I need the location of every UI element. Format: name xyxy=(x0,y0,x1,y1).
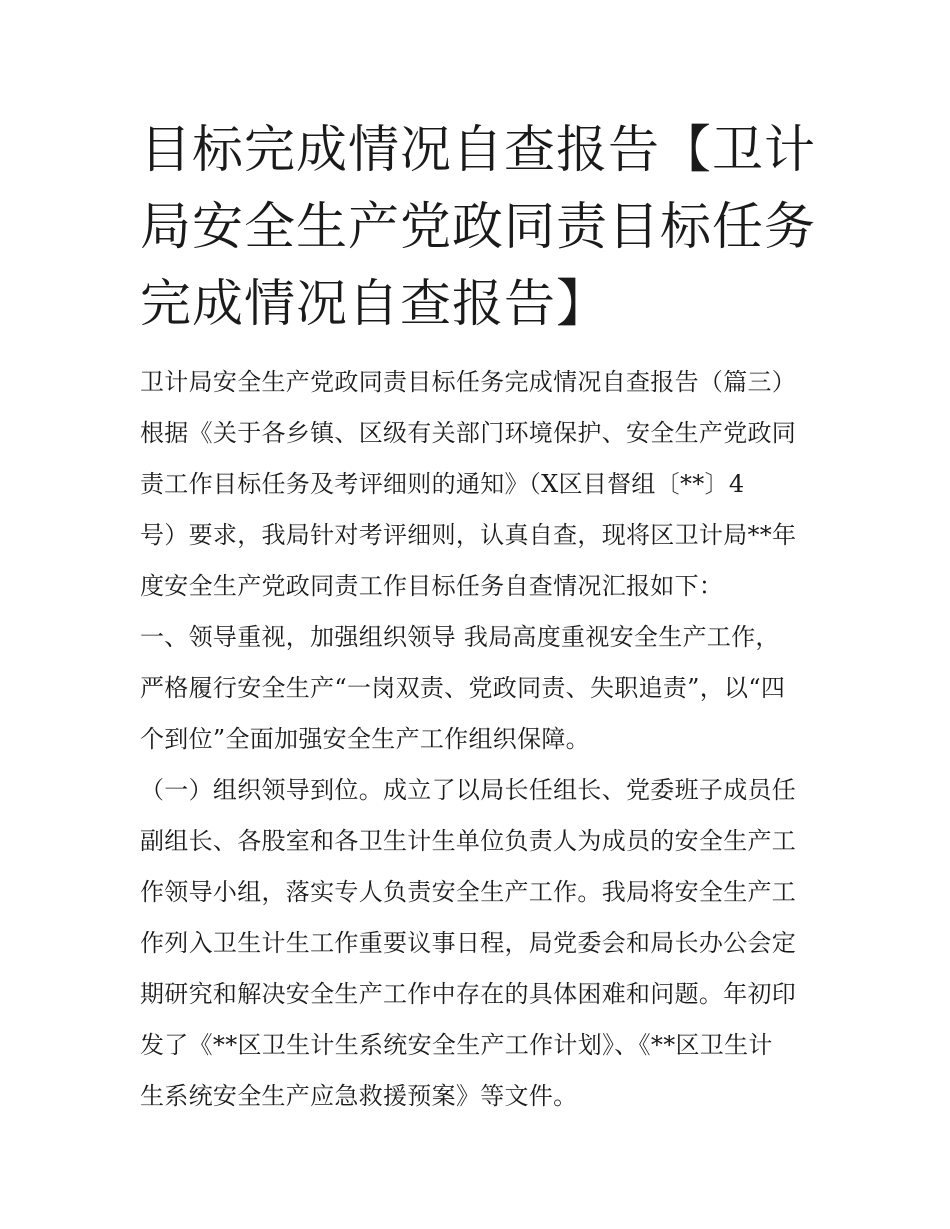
title-line: 完成情况自查报告】 xyxy=(140,275,609,334)
body-line: 严格履行安全生产“一岗双责、党政同责、失职追责”，以“四 xyxy=(140,674,786,702)
title-line: 局安全生产党政同责目标任务 xyxy=(140,198,817,257)
body-line: 副组长、各股室和各卫生计生单位负责人为成员的安全生产工 xyxy=(140,827,797,855)
body-line: 发了《**区卫生计生系统安全生产工作计划》、《**区卫生计 xyxy=(140,1031,773,1059)
body-line: 期研究和解决安全生产工作中存在的具体困难和问题。年初印 xyxy=(140,980,797,1008)
body-line: 卫计局安全生产党政同责目标任务完成情况自查报告（篇三） xyxy=(140,368,797,396)
document-title xyxy=(140,112,820,343)
body-line: 生系统安全生产应急救援预案》等文件。 xyxy=(140,1082,578,1110)
title-line: 目标完成情况自查报告【卫计 xyxy=(140,121,817,180)
body-line: 个到位”全面加强安全生产工作组织保障。 xyxy=(140,725,590,753)
body-line: 作领导小组，落实专人负责安全生产工作。我局将安全生产工 xyxy=(140,878,797,906)
document-body xyxy=(140,357,830,1122)
body-line: 一、领导重视，加强组织领导 我局高度重视安全生产工作， xyxy=(140,623,780,651)
body-line: 作列入卫生计生工作重要议事日程，局党委会和局长办公会定 xyxy=(140,929,797,957)
body-line: 号）要求，我局针对考评细则，认真自查，现将区卫计局**年 xyxy=(140,521,797,549)
body-line: 责工作目标任务及考评细则的通知》（X区目督组〔**〕4 xyxy=(140,470,745,498)
body-line: 度安全生产党政同责工作目标任务自查情况汇报如下： xyxy=(140,572,724,600)
body-line: 根据《关于各乡镇、区级有关部门环境保护、安全生产党政同 xyxy=(140,419,797,447)
body-line: （一）组织领导到位。成立了以局长任组长、党委班子成员任 xyxy=(140,776,797,804)
